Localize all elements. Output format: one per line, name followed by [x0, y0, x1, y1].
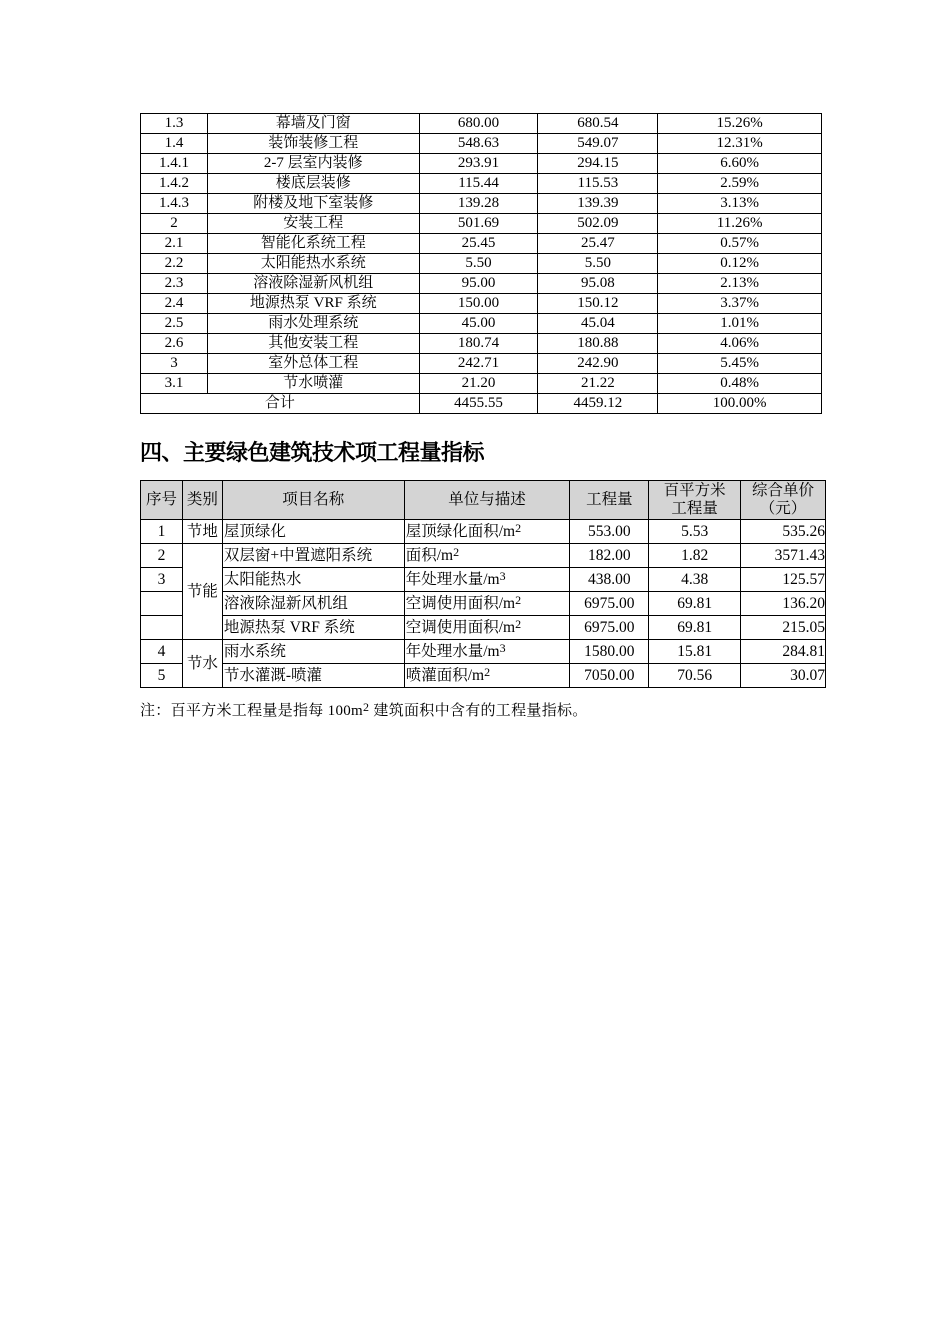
row-price: 30.07: [741, 664, 826, 688]
table-row: [141, 334, 822, 354]
footnote: [140, 700, 588, 722]
header-price-line1: 综合单价: [752, 482, 815, 499]
table-row: [141, 154, 822, 174]
table-row: [141, 294, 822, 314]
total-row: [141, 394, 822, 414]
cost-table: [140, 113, 822, 414]
row-value-1: 548.63: [419, 134, 538, 154]
row-percent: 0.48%: [658, 374, 822, 394]
row-value-1: 5.50: [419, 254, 538, 274]
total-percent: 100.00%: [658, 394, 822, 414]
row-price: 284.81: [741, 640, 826, 664]
row-name: 室外总体工程: [207, 354, 419, 374]
row-value-1: 25.45: [419, 234, 538, 254]
row-name: 智能化系统工程: [207, 234, 419, 254]
row-percent: 4.06%: [658, 334, 822, 354]
row-quantity: 182.00: [570, 544, 649, 568]
row-no: 3: [141, 354, 208, 374]
row-value-1: 242.71: [419, 354, 538, 374]
row-percent: 5.45%: [658, 354, 822, 374]
header-per100-line1: 百平方米: [663, 482, 726, 499]
row-no: 5: [141, 664, 183, 688]
table-row: [141, 114, 822, 134]
row-no: 1.4.1: [141, 154, 208, 174]
row-no: 2: [141, 214, 208, 234]
row-unit: [404, 616, 570, 640]
row-no: 2.1: [141, 234, 208, 254]
row-item: 雨水系统: [222, 640, 404, 664]
row-unit-text: 年处理水量/m: [405, 571, 500, 588]
row-name: 节水喷灌: [207, 374, 419, 394]
row-quantity: 553.00: [570, 520, 649, 544]
row-no: 1.3: [141, 114, 208, 134]
row-unit-text: 面积/m: [405, 547, 454, 564]
row-no: [141, 616, 183, 640]
row-unit-text: 年处理水量/m: [405, 643, 500, 660]
row-per100: 69.81: [649, 592, 741, 616]
green-tech-table: [140, 480, 826, 688]
row-value-1: 680.00: [419, 114, 538, 134]
row-value-2: 549.07: [538, 134, 658, 154]
row-quantity: 7050.00: [570, 664, 649, 688]
table-row: [141, 640, 826, 664]
row-unit-text: 空调使用面积/m: [405, 595, 516, 612]
row-per100: 70.56: [649, 664, 741, 688]
row-value-1: 293.91: [419, 154, 538, 174]
row-unit: [404, 592, 570, 616]
row-value-2: 95.08: [538, 274, 658, 294]
table-row: [141, 134, 822, 154]
table-row: [141, 234, 822, 254]
row-percent: 12.31%: [658, 134, 822, 154]
row-unit-sup: 3: [499, 641, 506, 655]
table-row: [141, 274, 822, 294]
row-unit-sup: 2: [515, 521, 522, 535]
row-price: 136.20: [741, 592, 826, 616]
row-unit: [404, 640, 570, 664]
row-price: 215.05: [741, 616, 826, 640]
table-row: [141, 254, 822, 274]
header-per100: [649, 481, 741, 520]
header-price: [741, 481, 826, 520]
row-unit-text: 空调使用面积/m: [405, 619, 516, 636]
row-unit-sup: 2: [515, 617, 522, 631]
row-value-2: 25.47: [538, 234, 658, 254]
total-value-1: 4455.55: [419, 394, 538, 414]
row-no: 1.4: [141, 134, 208, 154]
row-no: 3: [141, 568, 183, 592]
header-price-line2: （元）: [759, 500, 807, 517]
header-no: 序号: [141, 481, 183, 520]
row-value-2: 139.39: [538, 194, 658, 214]
row-no: 2.6: [141, 334, 208, 354]
table-row: [141, 194, 822, 214]
row-value-2: 502.09: [538, 214, 658, 234]
row-percent: 3.13%: [658, 194, 822, 214]
row-price: 125.57: [741, 568, 826, 592]
row-unit: [404, 664, 570, 688]
footnote-text-before: 注：百平方米工程量是指每 100m: [140, 703, 364, 719]
row-value-2: 5.50: [538, 254, 658, 274]
row-value-1: 45.00: [419, 314, 538, 334]
table-row: [141, 374, 822, 394]
row-value-1: 21.20: [419, 374, 538, 394]
row-item: 溶液除湿新风机组: [222, 592, 404, 616]
row-name: 装饰装修工程: [207, 134, 419, 154]
row-quantity: 438.00: [570, 568, 649, 592]
row-no: 1.4.2: [141, 174, 208, 194]
total-value-2: 4459.12: [538, 394, 658, 414]
row-value-2: 45.04: [538, 314, 658, 334]
row-percent: 11.26%: [658, 214, 822, 234]
row-value-1: 115.44: [419, 174, 538, 194]
row-no: 2.3: [141, 274, 208, 294]
row-value-2: 115.53: [538, 174, 658, 194]
row-name: 安装工程: [207, 214, 419, 234]
row-percent: 3.37%: [658, 294, 822, 314]
row-name: 雨水处理系统: [207, 314, 419, 334]
row-no: 1: [141, 520, 183, 544]
total-label: 合计: [141, 394, 420, 414]
table-header-row: [141, 481, 826, 520]
row-value-1: 95.00: [419, 274, 538, 294]
header-quantity: 工程量: [570, 481, 649, 520]
row-name: 地源热泵 VRF 系统: [207, 294, 419, 314]
row-item: 太阳能热水: [222, 568, 404, 592]
row-no: 2.5: [141, 314, 208, 334]
row-percent: 1.01%: [658, 314, 822, 334]
table-row: [141, 568, 826, 592]
row-item: 地源热泵 VRF 系统: [222, 616, 404, 640]
row-percent: 6.60%: [658, 154, 822, 174]
row-quantity: 1580.00: [570, 640, 649, 664]
footnote-text-after: 建筑面积中含有的工程量指标。: [369, 703, 588, 719]
green-tech-table-body: [141, 481, 826, 688]
row-no: 2.2: [141, 254, 208, 274]
row-name: 太阳能热水系统: [207, 254, 419, 274]
row-value-2: 21.22: [538, 374, 658, 394]
header-item: 项目名称: [222, 481, 404, 520]
row-unit: [404, 544, 570, 568]
header-per100-line2: 工程量: [671, 500, 718, 517]
row-value-1: 139.28: [419, 194, 538, 214]
row-name: 其他安装工程: [207, 334, 419, 354]
row-unit-sup: 2: [484, 665, 491, 679]
row-name: 附楼及地下室装修: [207, 194, 419, 214]
row-value-1: 150.00: [419, 294, 538, 314]
row-no: 2: [141, 544, 183, 568]
category-energy: 节能: [182, 544, 222, 640]
row-no: 4: [141, 640, 183, 664]
footnote-sup: 2: [363, 700, 370, 714]
row-percent: 2.59%: [658, 174, 822, 194]
row-unit: [404, 568, 570, 592]
row-name: 幕墙及门窗: [207, 114, 419, 134]
table-row: [141, 354, 822, 374]
row-name: 溶液除湿新风机组: [207, 274, 419, 294]
row-item: 双层窗+中置遮阳系统: [222, 544, 404, 568]
row-value-2: 680.54: [538, 114, 658, 134]
row-percent: 0.12%: [658, 254, 822, 274]
row-no: 2.4: [141, 294, 208, 314]
row-unit-text: 屋顶绿化面积/m: [405, 523, 516, 540]
row-unit-text: 喷灌面积/m: [405, 667, 485, 684]
section-heading: 四、主要绿色建筑技术项工程量指标: [140, 441, 485, 466]
row-quantity: 6975.00: [570, 592, 649, 616]
row-name: 楼底层装修: [207, 174, 419, 194]
table-row: [141, 544, 826, 568]
row-unit: [404, 520, 570, 544]
table-row: [141, 664, 826, 688]
header-unit: 单位与描述: [404, 481, 570, 520]
cost-table-body: [141, 114, 822, 414]
row-no: 1.4.3: [141, 194, 208, 214]
row-price: 535.26: [741, 520, 826, 544]
row-value-1: 501.69: [419, 214, 538, 234]
header-category: 类别: [182, 481, 222, 520]
row-unit-sup: 3: [499, 569, 506, 583]
row-no: 3.1: [141, 374, 208, 394]
row-per100: 1.82: [649, 544, 741, 568]
table-row: [141, 520, 826, 544]
row-value-2: 150.12: [538, 294, 658, 314]
row-per100: 69.81: [649, 616, 741, 640]
row-percent: 2.13%: [658, 274, 822, 294]
row-per100: 5.53: [649, 520, 741, 544]
table-row: [141, 616, 826, 640]
row-percent: 0.57%: [658, 234, 822, 254]
row-per100: 15.81: [649, 640, 741, 664]
table-row: [141, 314, 822, 334]
row-item: 节水灌溉-喷灌: [222, 664, 404, 688]
row-percent: 15.26%: [658, 114, 822, 134]
category-water: 节水: [182, 640, 222, 688]
row-value-2: 294.15: [538, 154, 658, 174]
table-row: [141, 214, 822, 234]
table-row: [141, 592, 826, 616]
row-value-2: 242.90: [538, 354, 658, 374]
table-row: [141, 174, 822, 194]
row-value-2: 180.88: [538, 334, 658, 354]
row-no: [141, 592, 183, 616]
row-per100: 4.38: [649, 568, 741, 592]
category-land: 节地: [182, 520, 222, 544]
row-price: 3571.43: [741, 544, 826, 568]
row-name: 2-7 层室内装修: [207, 154, 419, 174]
row-value-1: 180.74: [419, 334, 538, 354]
row-item: 屋顶绿化: [222, 520, 404, 544]
row-quantity: 6975.00: [570, 616, 649, 640]
row-unit-sup: 2: [515, 593, 522, 607]
row-unit-sup: 2: [453, 545, 460, 559]
